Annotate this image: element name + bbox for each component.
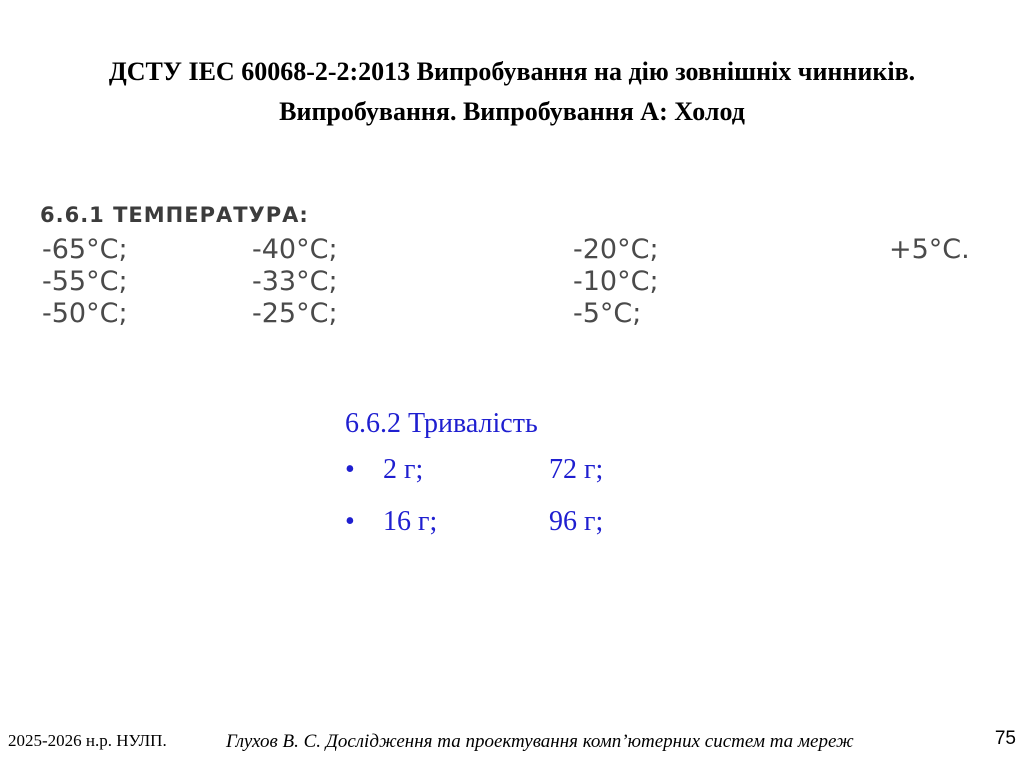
temperature-value: +5°C. [889,234,970,265]
temperature-value: -40°C; [252,234,338,265]
slide-title: ДСТУ IEC 60068-2-2:2013 Випробування на дію зовнішніх чинників. Випробування. Випробування А: Холод [108,57,916,126]
temperature-value: -55°C; [42,266,128,297]
temperature-value: -10°C; [573,266,659,297]
temperature-section [40,196,980,330]
duration-value: 96 г; [549,506,604,537]
temperature-value: -65°C; [42,234,128,265]
temperature-value: -5°C; [573,298,642,329]
duration-heading: 6.6.2 Тривалість [345,408,538,439]
temperature-row [40,298,980,330]
duration-value: 72 г; [549,454,604,485]
temperature-value: -25°C; [252,298,338,329]
footer-course-title: Глухов В. С. Дослідження та проектування комп’ютерних систем та мереж [226,731,854,752]
temperature-row [40,234,980,266]
bullet-icon: • [345,454,355,485]
duration-section [345,404,765,548]
bullet-icon: • [345,506,355,537]
list-item [345,496,765,548]
list-item [345,444,765,496]
temperature-row [40,266,980,298]
temperature-heading: 6.6.1 ТЕМПЕРАТУРА: [40,203,309,227]
temperature-value: -50°C; [42,298,128,329]
temperature-value: -20°C; [573,234,659,265]
duration-value: 16 г; [383,506,438,537]
duration-value: 2 г; [383,454,424,485]
temperature-value: -33°C; [252,266,338,297]
footer-year: 2025-2026 н.р. НУЛП. [8,731,167,750]
page-number: 75 [994,728,1016,749]
